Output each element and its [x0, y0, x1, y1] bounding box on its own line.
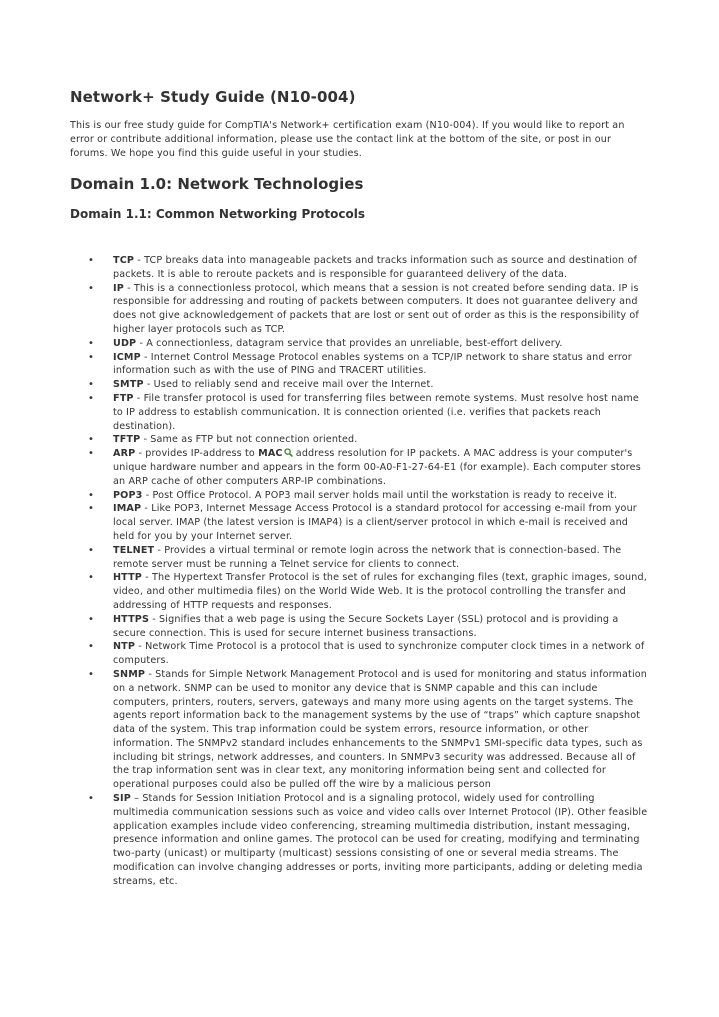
bullet-icon: • — [88, 489, 95, 501]
bullet-icon: • — [88, 337, 95, 349]
list-item — [88, 571, 649, 612]
list-item — [88, 254, 649, 282]
protocol-description: - Same as FTP but not connection oriented. — [140, 434, 358, 446]
protocol-description: - This is a connectionless protocol, which means that a session is not created before sending data. IP is responsible for addressing and routing of packets between computers. It does not guarantee delivery and does not give acknowledgement of packets that are lost or sent out of order as this is the responsibility of higher layer protocols such as TCP. — [113, 282, 639, 335]
list-item — [88, 792, 649, 889]
protocol-description: - Signifies that a web page is using the Secure Sockets Layer (SSL) protocol and is providing a secure connection. This is used for secure internet business transactions. — [113, 613, 619, 639]
protocol-description: - Post Office Protocol. A POP3 mail server holds mail until the workstation is ready to receive it. — [142, 489, 618, 501]
list-item — [88, 351, 649, 379]
protocol-description: - Used to reliably send and receive mail over the Internet. — [143, 379, 434, 391]
list-item — [88, 668, 649, 792]
bullet-icon: • — [88, 668, 95, 680]
protocol-description: - Internet Control Message Protocol enables systems on a TCP/IP network to share status and error information such as with the use of PING and TRACERT utilities. — [113, 351, 632, 377]
bullet-icon: • — [88, 793, 95, 805]
protocol-description: address resolution for IP packets. A MAC address is your computer's unique hardware number and appears in the form 00-A0-F1-27-64-E1 (for example). Each computer stores an ARP cache of other computers ARP-IP combinations. — [113, 448, 641, 487]
list-item — [88, 282, 649, 337]
bullet-icon: • — [88, 434, 95, 446]
protocol-list — [70, 254, 649, 889]
bullet-icon: • — [88, 255, 95, 266]
protocol-name: HTTPS — [113, 613, 150, 625]
protocol-name: SMTP — [113, 379, 144, 391]
protocol-description: - TCP breaks data into manageable packets and tracks information such as source and destination of packets. It is able to reroute packets and is responsible for guaranteed delivery of the data. — [113, 255, 637, 280]
mac-link[interactable]: MAC — [258, 448, 283, 460]
list-item — [88, 447, 649, 488]
protocol-name: TFTP — [113, 434, 141, 446]
protocol-name: UDP — [113, 337, 137, 349]
protocol-name: SNMP — [113, 668, 146, 680]
protocol-description: - The Hypertext Transfer Protocol is the set of rules for exchanging files (text, graphic images, sound, video, and other multimedia files) on the World Wide Web. It is the protocol controlling the transfer and addressing of HTTP requests and responses. — [113, 572, 647, 611]
protocol-description: - Like POP3, Internet Message Access Protocol is a standard protocol for accessing e-mail from your local server. IMAP (the latest version is IMAP4) is a client/server protocol in which e-mail is received and held for you by your Internet server. — [113, 503, 637, 542]
list-item — [88, 378, 649, 392]
bullet-icon: • — [88, 379, 95, 391]
bullet-icon: • — [88, 448, 95, 460]
protocol-name: FTP — [113, 392, 134, 404]
protocol-name: TCP — [113, 255, 135, 266]
protocol-name: TELNET — [113, 544, 155, 556]
bullet-icon: • — [88, 503, 95, 515]
protocol-description-prefix: - provides IP-address to — [135, 448, 259, 460]
bullet-icon: • — [88, 392, 95, 404]
magnifier-icon[interactable] — [284, 448, 293, 457]
bullet-icon: • — [88, 544, 95, 556]
protocol-name: HTTP — [113, 572, 142, 584]
protocol-description: – Stands for Session Initiation Protocol and is a signaling protocol, widely used for controlling multimedia communication sessions such as voice and video calls over Internet Protocol (IP). Other feasible application examples include video conferencing, streaming multimedia distribution, instant messaging, presence information and online games. The protocol can be used for creating, modifying and terminating two-party (unicast) or multiparty (multicast) sessions consisting of one or several media streams. The modification can involve changing addresses or ports, inviting more participants, adding or deleting media streams, etc. — [113, 793, 648, 887]
list-item — [88, 433, 649, 447]
protocol-description: - Stands for Simple Network Management Protocol and is used for monitoring and status information on a network. SNMP can be used to monitor any device that is SNMP capable and this can include computers, printers, routers, servers, gateways and many more using agents on the target systems. The agents report information back to the management systems by the use of “traps” which capture snapshot data of the system. This trap information could be system errors, resource information, or other information. The SNMPv2 standard includes enhancements to the SNMPv1 SMI-specific data types, such as including bit strings, network addresses, and counters. In SNMPv3 security was addressed. Because all of the trap information sent was in clear text, any monitoring information being sent and collected for operational purposes could also be pulled off the wire by a malicious person — [113, 668, 648, 791]
protocol-name: POP3 — [113, 489, 143, 501]
bullet-icon: • — [88, 613, 95, 625]
bullet-icon: • — [88, 282, 95, 294]
list-item — [88, 640, 649, 668]
protocol-description: - A connectionless, datagram service that provides an unreliable, best-effort delivery. — [136, 337, 563, 349]
list-item — [88, 392, 649, 433]
bullet-icon: • — [88, 641, 95, 653]
protocol-name: IP — [113, 282, 124, 294]
protocol-name: ICMP — [113, 351, 141, 363]
bullet-icon: • — [88, 351, 95, 363]
list-item — [88, 544, 649, 572]
protocol-name: SIP — [113, 793, 131, 805]
page-title: Network+ Study Guide (N10-004) — [70, 88, 356, 106]
protocol-description: - Network Time Protocol is a protocol that is used to synchronize computer clock times in a network of computers. — [113, 641, 645, 667]
list-item — [88, 502, 649, 543]
protocol-name: ARP — [113, 448, 136, 460]
intro-paragraph: This is our free study guide for CompTIA's Network+ certification exam (N10-004). If you would like to report an error or contribute additional information, please use the contact link at the bottom of the site, or post in our forums. We hope you find this guide useful in your studies. — [70, 120, 625, 159]
protocol-description: - Provides a virtual terminal or remote login across the network that is connection-based. The remote server must be running a Telnet service for clients to connect. — [113, 544, 622, 570]
subdomain-heading: Domain 1.1: Common Networking Protocols — [70, 207, 366, 221]
list-item — [88, 489, 649, 503]
bullet-icon: • — [88, 572, 95, 584]
protocol-description: - File transfer protocol is used for transferring files between remote systems. Must resolve host name to IP address to establish communication. It is connection oriented (i.e. verifies that packets reach destination). — [113, 392, 639, 432]
list-item — [88, 613, 649, 641]
protocol-name: IMAP — [113, 503, 142, 515]
protocol-name: NTP — [113, 641, 136, 653]
list-item — [88, 337, 649, 351]
domain-heading: Domain 1.0: Network Technologies — [70, 175, 364, 193]
